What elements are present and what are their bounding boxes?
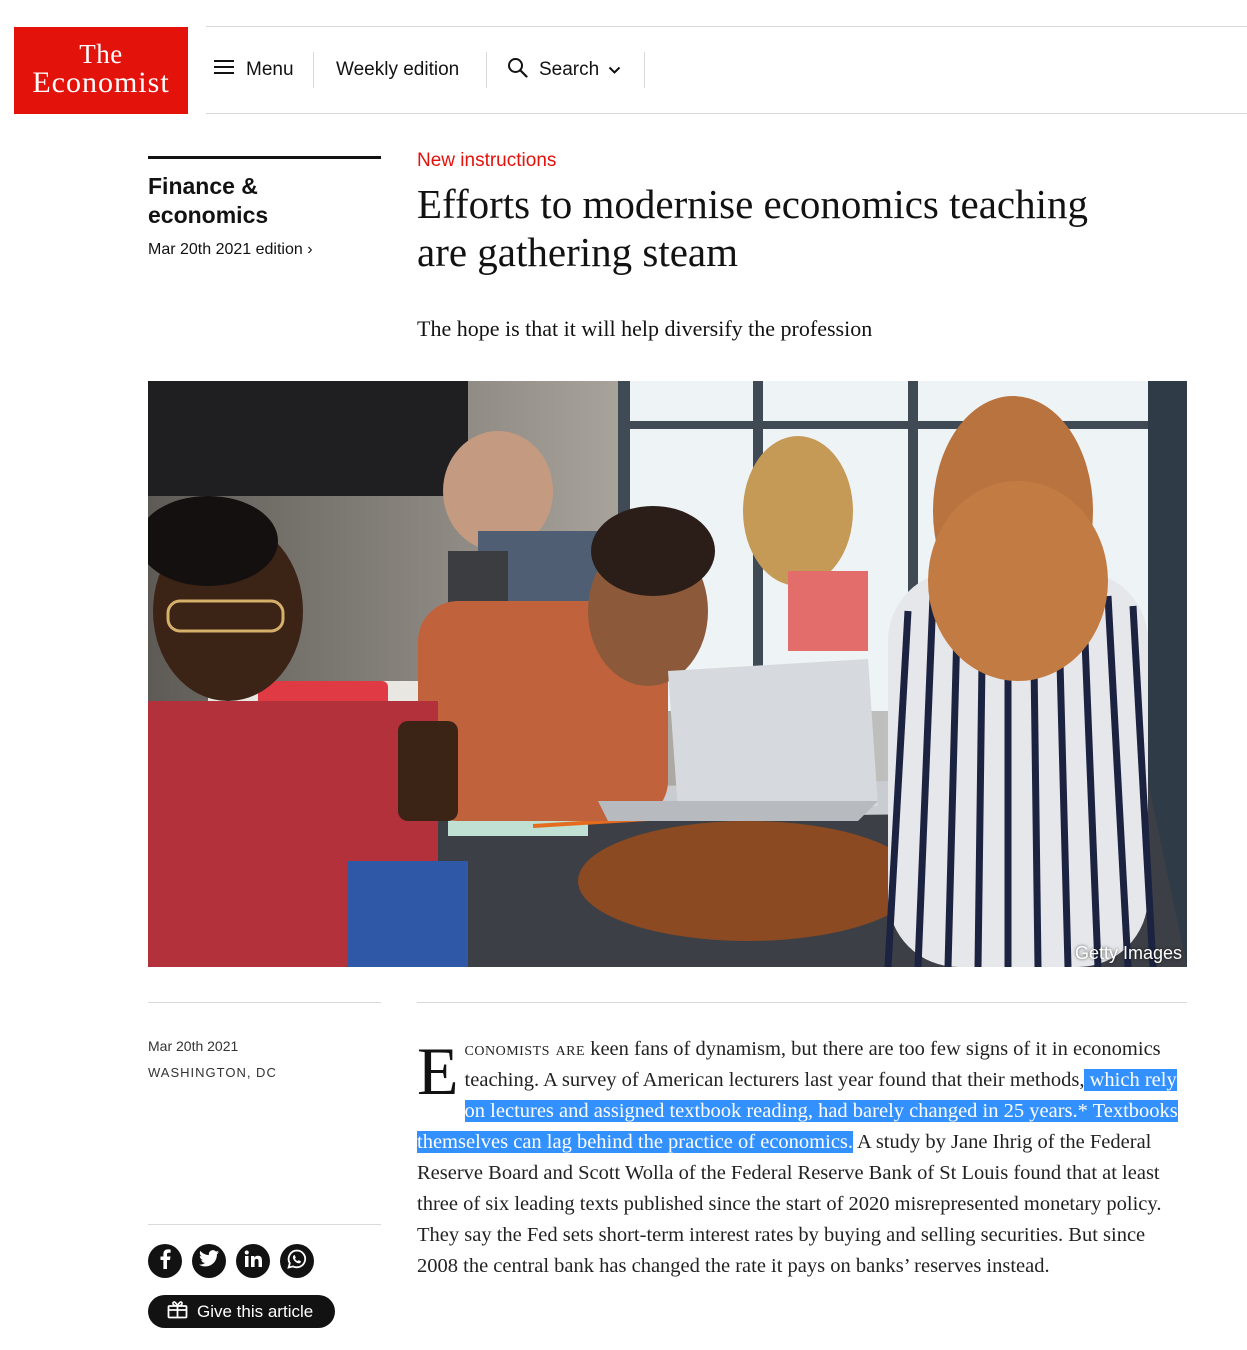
classroom-photo bbox=[148, 381, 1187, 967]
article-body bbox=[417, 1034, 1187, 1282]
section-title-line1: Finance & bbox=[148, 173, 258, 199]
image-credit: Getty Images bbox=[1074, 943, 1182, 963]
nav-divider bbox=[313, 52, 314, 88]
article-kicker: New instructions bbox=[417, 150, 557, 171]
twitter-icon bbox=[199, 1250, 219, 1272]
chevron-down-icon bbox=[608, 59, 621, 81]
article-headline bbox=[417, 180, 1197, 276]
whatsapp-share-button[interactable] bbox=[280, 1244, 314, 1278]
logo-line1: The bbox=[79, 39, 123, 69]
hamburger-icon bbox=[214, 59, 234, 81]
search-button[interactable] bbox=[507, 52, 621, 88]
header-top-divider bbox=[206, 26, 1247, 27]
article-date: Mar 20th 2021 bbox=[148, 1038, 239, 1054]
body-divider bbox=[417, 1002, 1187, 1003]
nav-divider bbox=[486, 52, 487, 88]
edition-link[interactable]: Mar 20th 2021 edition › bbox=[148, 241, 313, 258]
section-rule bbox=[148, 156, 381, 159]
search-label: Search bbox=[539, 59, 600, 80]
article-paragraph bbox=[417, 1034, 1187, 1282]
meta-divider bbox=[148, 1002, 381, 1003]
weekly-edition-link[interactable] bbox=[336, 52, 459, 88]
weekly-edition-label: Weekly edition bbox=[336, 59, 460, 80]
twitter-share-button[interactable] bbox=[192, 1244, 226, 1278]
paragraph-text-start: keen fans of dynamism, but there are too few signs of it in economics teaching. A survey of American lecturers last year found that their methods, bbox=[464, 1038, 1161, 1091]
section-link[interactable] bbox=[148, 172, 381, 230]
nav-divider bbox=[644, 52, 645, 88]
share-divider bbox=[148, 1224, 381, 1225]
headline-line2: are gathering steam bbox=[417, 229, 739, 275]
logo-line2: Economist bbox=[32, 66, 170, 99]
drop-cap: E bbox=[417, 1033, 459, 1109]
whatsapp-icon bbox=[287, 1249, 307, 1274]
article-standfirst: The hope is that it will help diversify the profession bbox=[417, 316, 873, 341]
menu-button[interactable] bbox=[214, 52, 294, 88]
selected-text-highlight: which rely on lectures and assigned textbook reading, had barely changed in 25 years.* Textbooks themselves can lag behind the practice of economics. bbox=[417, 1069, 1178, 1153]
lead-in-smallcaps: conomists are bbox=[464, 1038, 586, 1060]
headline-line1: Efforts to modernise economics teaching bbox=[417, 181, 1088, 227]
facebook-icon bbox=[158, 1249, 172, 1274]
linkedin-share-button[interactable] bbox=[236, 1244, 270, 1278]
section-title-line2: economics bbox=[148, 202, 269, 228]
search-icon bbox=[507, 57, 528, 84]
header-bottom-divider bbox=[206, 113, 1247, 114]
economist-logo[interactable] bbox=[14, 27, 188, 114]
article-location: WASHINGTON, DC bbox=[148, 1065, 277, 1080]
give-article-label: Give this article bbox=[197, 1301, 314, 1321]
gift-icon bbox=[167, 1300, 188, 1324]
linkedin-icon bbox=[244, 1250, 262, 1273]
paragraph-text-end: A study by Jane Ihrig of the Federal Reserve Board and Scott Wolla of the Federal Reserve Bank of St Louis found that at least three of six leading texts published since the start of 2020 misrepresented monetary policy. They say the Fed sets short-term interest rates by buying and selling securities. But since 2008 the central bank has changed the rate it pays on banks’ reserves instead. bbox=[417, 1131, 1162, 1277]
menu-label: Menu bbox=[246, 59, 294, 80]
give-article-button[interactable] bbox=[148, 1295, 335, 1328]
hero-image bbox=[148, 381, 1187, 967]
facebook-share-button[interactable] bbox=[148, 1244, 182, 1278]
